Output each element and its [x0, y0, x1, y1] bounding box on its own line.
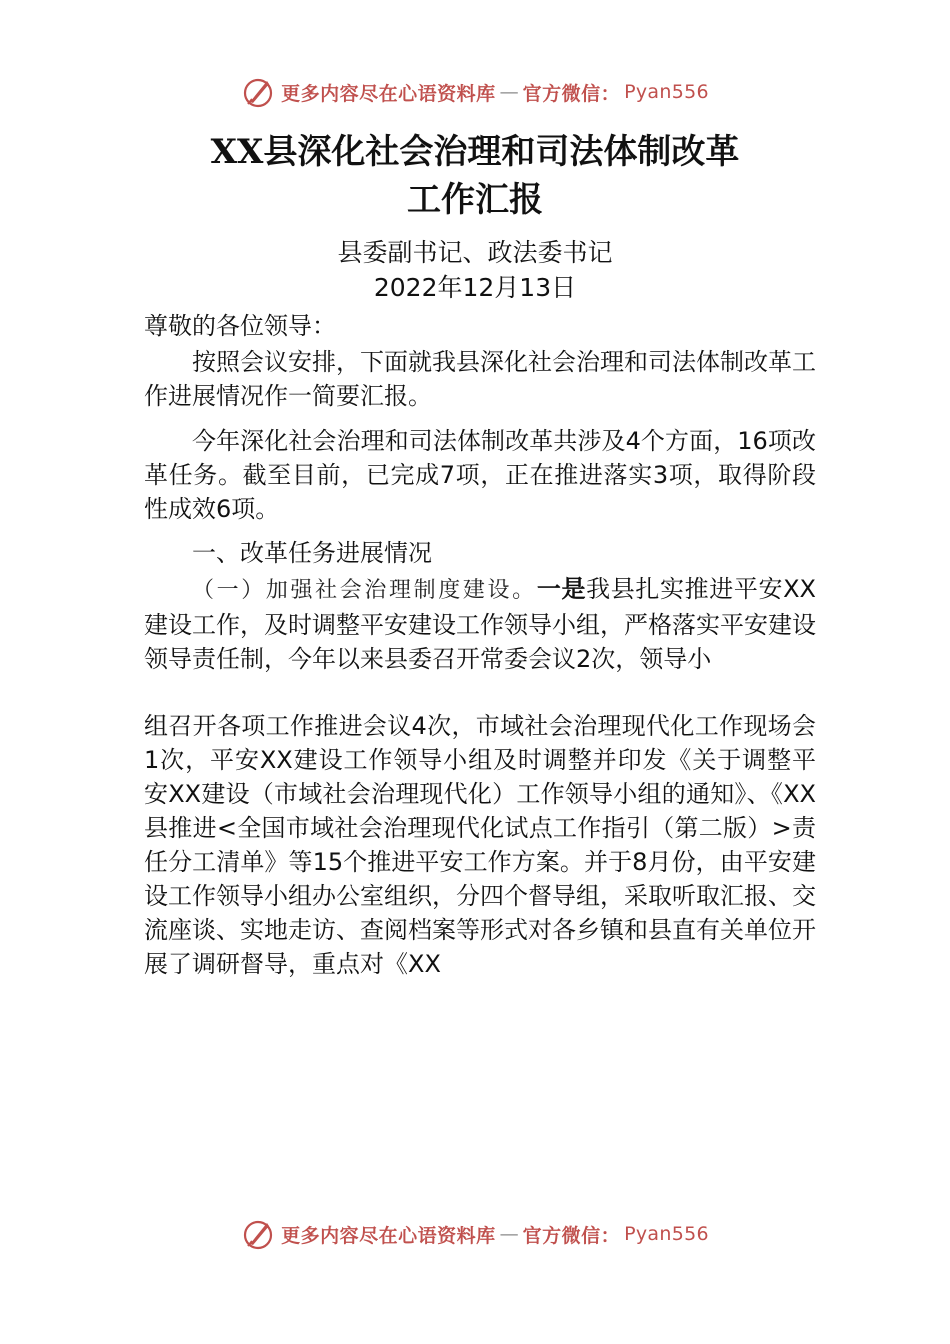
quill-circle-icon [241, 75, 275, 109]
watermark-separator: — [499, 1223, 519, 1245]
watermark-account: Pyan556 [624, 81, 709, 103]
paragraph-intro: 按照会议安排，下面就我县深化社会治理和司法体制改革工作进展情况作一简要汇报。 [144, 348, 816, 410]
paragraph-summary: 今年深化社会治理和司法体制改革共涉及4个方面，16项改革任务。截至目前，已完成7项，正在推进落实3项，取得阶段性成效6项。 [144, 427, 816, 523]
quill-circle-icon [241, 1217, 275, 1251]
watermark-label: 官方微信： [522, 82, 621, 105]
section-heading: 一、改革任务进展情况 [192, 539, 432, 567]
document-title-line1: XX县深化社会治理和司法体制改革 [210, 132, 740, 172]
watermark-separator: — [499, 81, 519, 103]
watermark-account: Pyan556 [624, 1223, 709, 1245]
date-line: 2022年12月13日 [373, 273, 577, 302]
paragraph-continuation: 组召开各项工作推进会议4次，市域社会治理现代化工作现场会1次，平安XX建设工作领导小组及时调整并印发《关于调整平安XX建设（市域社会治理现代化）工作领导小组的通知》、《XX县推进<全国市域社会治理现代化试点工作指引（第二版）>责任分工清单》等15个推进平安工作方案。并于8月份，由平安建设工作领导小组办公室组织，分四个督导组，采取听取汇报、交流座谈、实地走访、查阅档案等形式对各乡镇和县直有关单位开展了调研督导，重点对《XX [144, 712, 816, 978]
subsection-heading: （一）加强社会治理制度建设。 [192, 578, 537, 603]
author-line: 县委副书记、政法委书记 [337, 238, 613, 267]
watermark-footer [0, 1214, 950, 1254]
watermark-brand: 更多内容尽在心语资料库 [281, 1224, 496, 1247]
watermark-label: 官方微信： [522, 1224, 621, 1247]
salutation: 尊敬的各位领导： [144, 312, 336, 340]
watermark-brand: 更多内容尽在心语资料库 [281, 82, 496, 105]
emphasis-first: 一是 [536, 575, 587, 603]
subsection-text-part1: 我县扎实推进平安XX建设工作，及时调整平安建设工作领导小组，严格落实平安建设领导责任制，今年以来县委召开常委会议2次，领导小 [144, 575, 816, 673]
watermark-header [0, 72, 950, 112]
document-title-line2: 工作汇报 [407, 180, 543, 220]
paragraph-subsection [144, 572, 816, 676]
